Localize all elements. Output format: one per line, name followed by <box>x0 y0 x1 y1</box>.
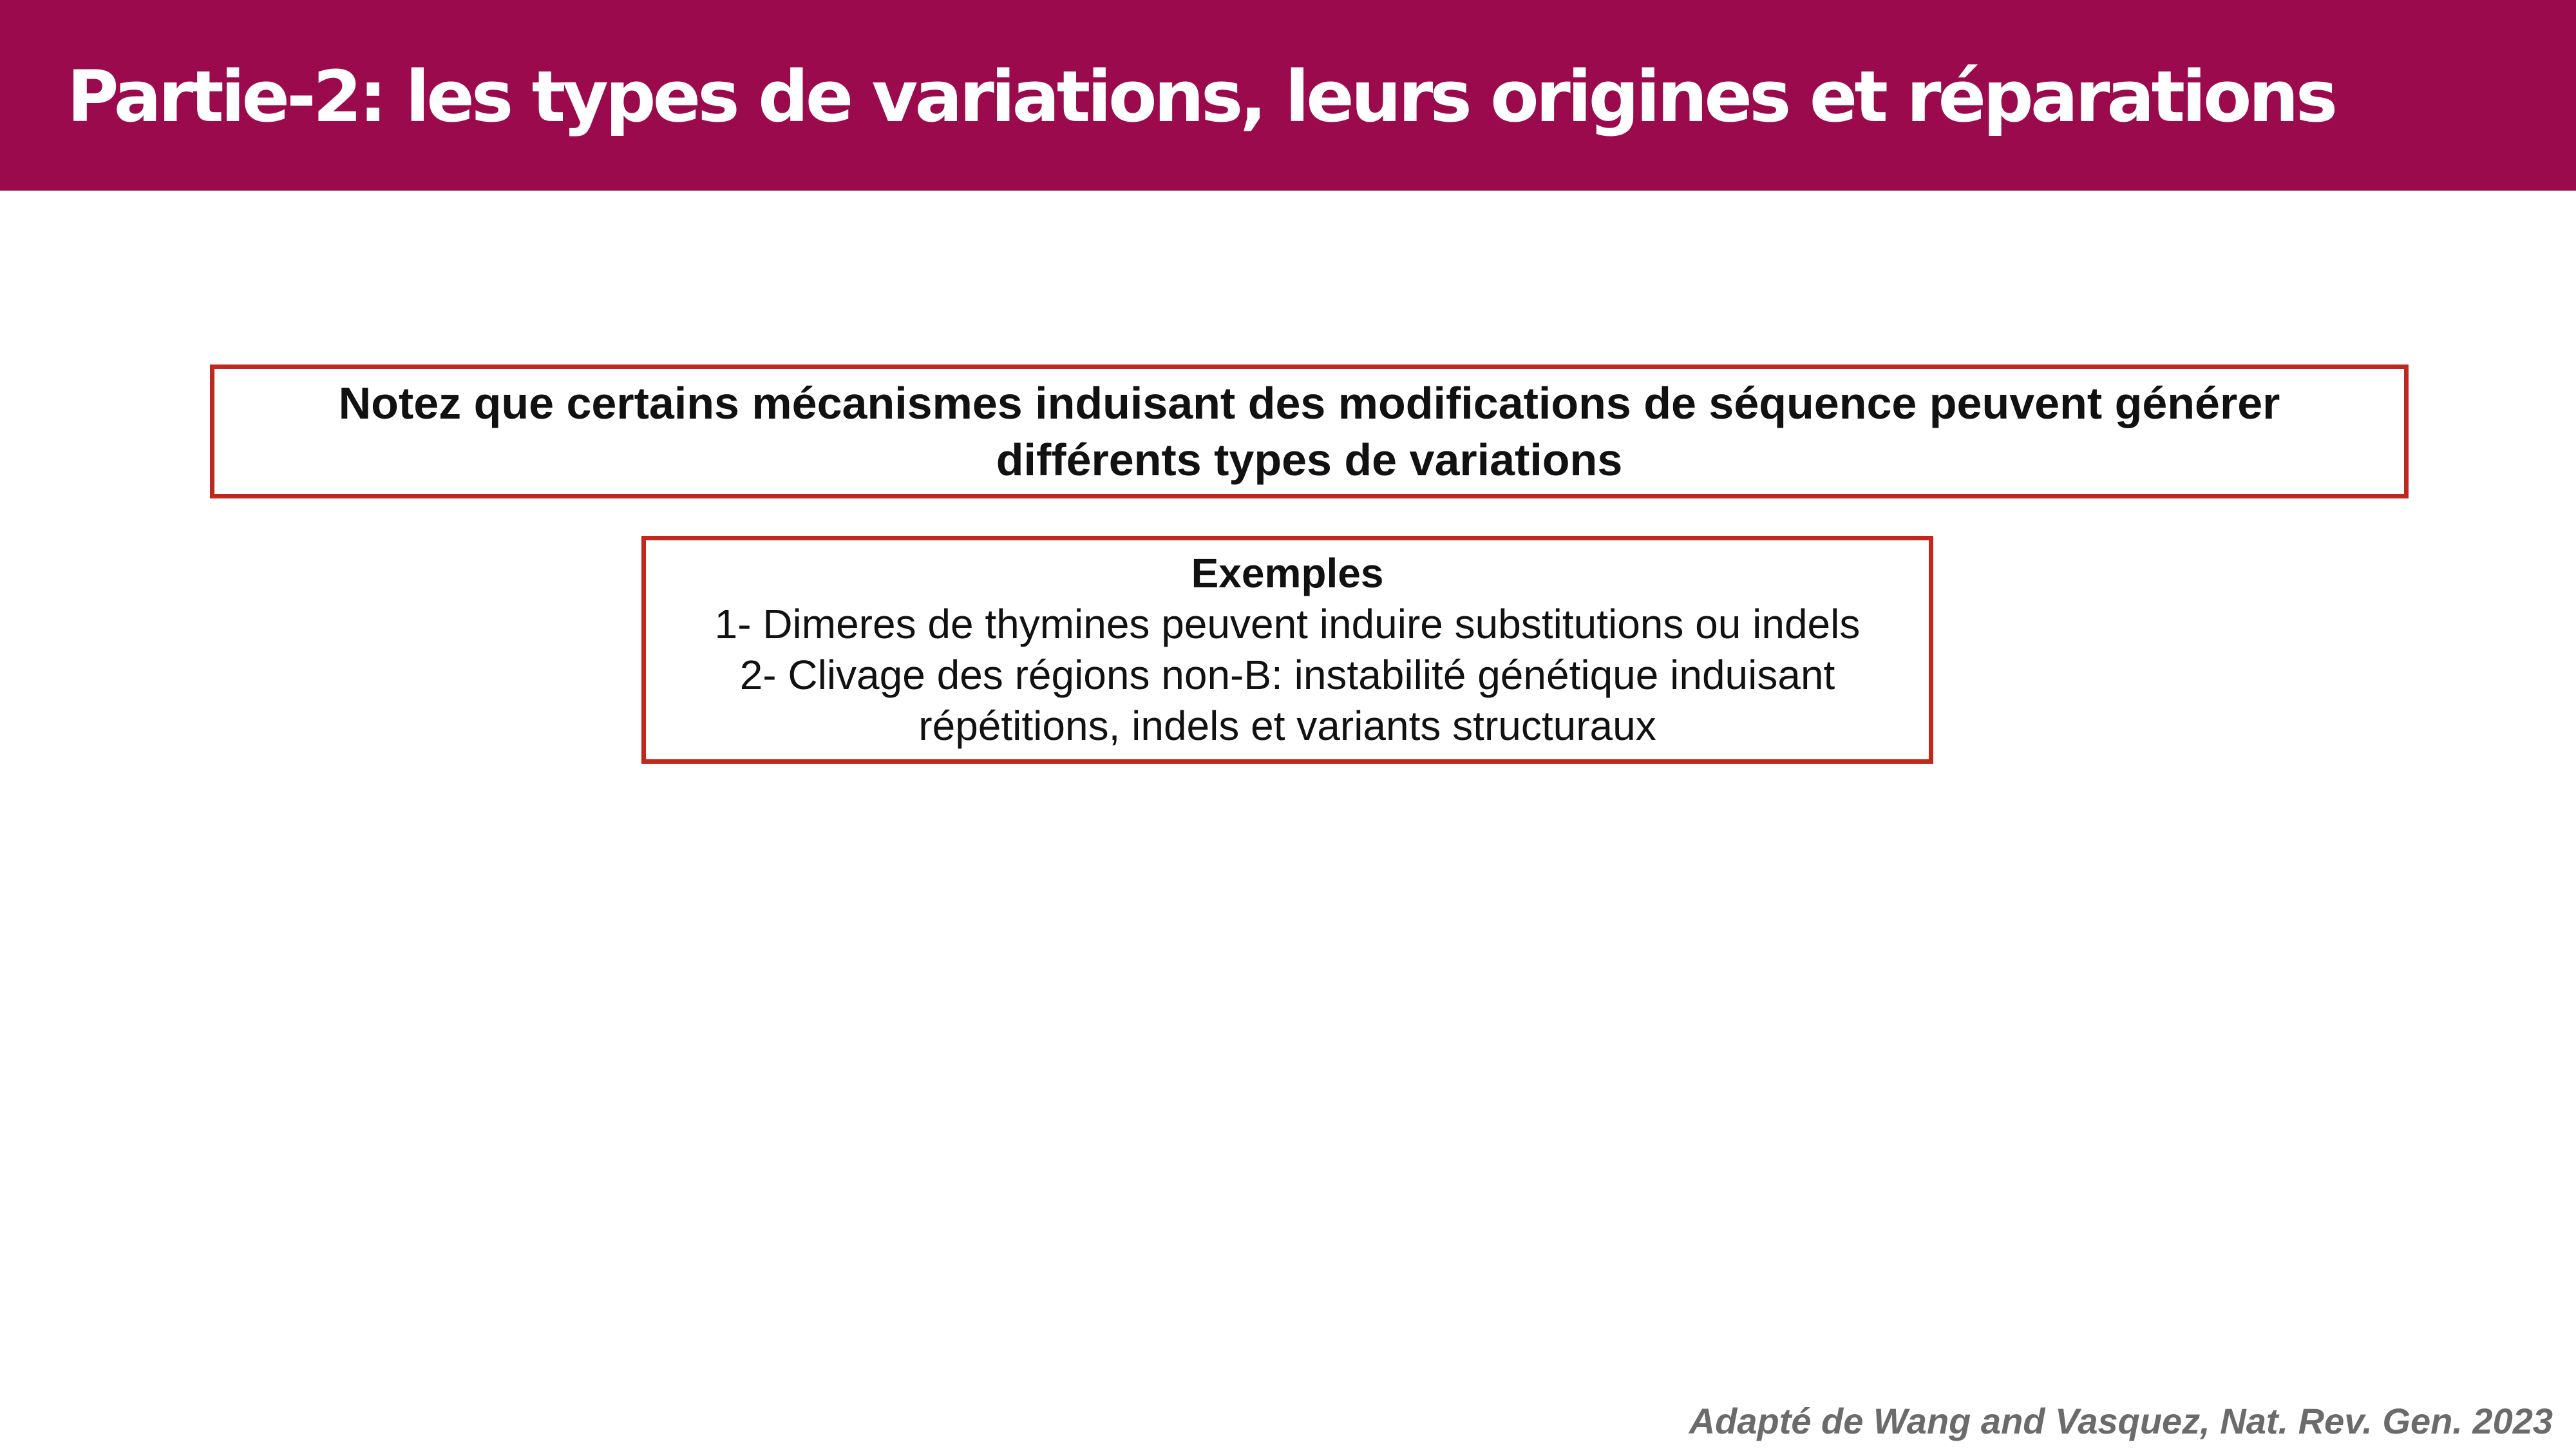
note-line-2: différents types de variations <box>996 435 1623 485</box>
title-bar <box>0 0 2576 191</box>
citation: Adapté de Wang and Vasquez, Nat. Rev. Gen. 2023 <box>1689 1401 2553 1441</box>
examples-box <box>641 536 1933 764</box>
example-line-1: 1- Dimeres de thymines peuvent induire substitutions ou indels <box>714 601 1861 647</box>
examples-heading: Exemples <box>1191 550 1384 596</box>
example-line-3: répétitions, indels et variants structuraux <box>918 703 1656 749</box>
note-box <box>210 365 2409 498</box>
example-line-2: 2- Clivage des régions non-B: instabilité génétique induisant <box>739 652 1835 698</box>
note-line-1: Notez que certains mécanismes induisant des modifications de séquence peuvent générer <box>338 378 2280 428</box>
slide-title: Partie-2: les types de variations, leurs origines et réparations <box>67 55 2335 138</box>
